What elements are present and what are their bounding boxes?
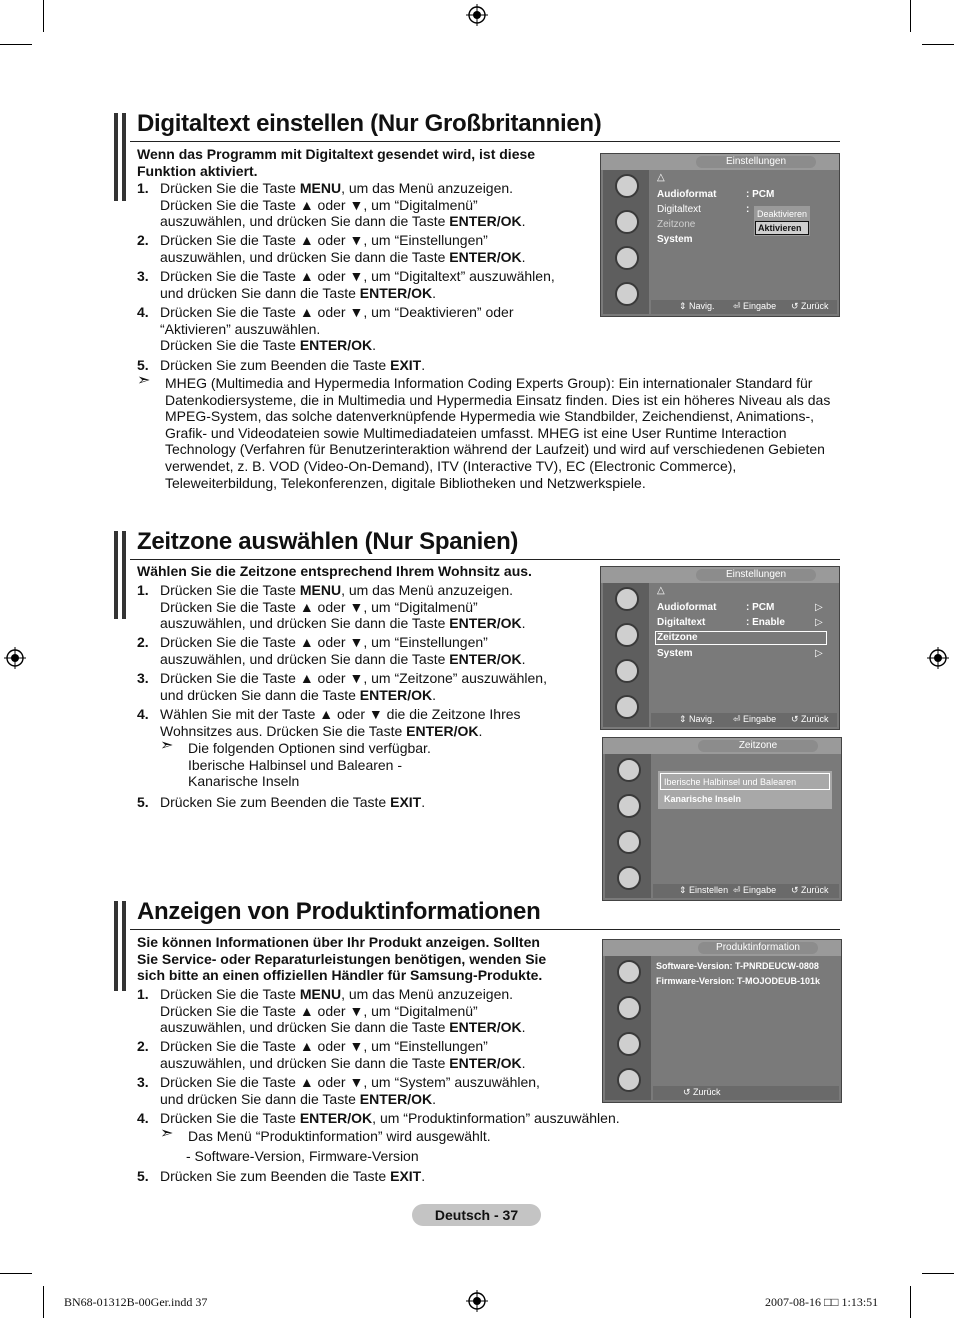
picture-icon (615, 587, 639, 611)
step-text: Drücken Sie die Taste ▲ oder ▼, um “Digitaltext” auszuwählen, und drücken Sie dann die Taste ENTER/OK. (160, 268, 555, 301)
section-marker (114, 113, 118, 201)
note-arrow-icon: ➣ (137, 372, 151, 389)
footer-filename: BN68-01312B-00Ger.indd 37 (64, 1295, 208, 1309)
osd-produktinformation: Produktinformation Software-Version: T-PNRDEUCW-0808 Firmware-Version: T-MOJODEUB-101k ↺ Zurück (602, 939, 842, 1103)
step-number: 2. (137, 634, 149, 650)
gear-icon (615, 659, 639, 683)
registration-mark-icon (466, 4, 488, 26)
osd-title: Einstellungen (696, 156, 816, 168)
step-text: Drücken Sie die Taste ▲ oder ▼, um “Einstellungen” auszuwählen, und drücken Sie dann die Taste ENTER/OK. (160, 634, 526, 667)
note-arrow-icon: ➣ (160, 737, 174, 754)
footer-timestamp: 2007-08-16 □□ 1:13:51 (765, 1295, 879, 1309)
section-intro: Wenn das Programm mit Digitaltext gesendet wird, ist diese Funktion aktiviert. (137, 146, 536, 179)
step-text: Drücken Sie die Taste ▲ oder ▼, um “System” auszuwählen, und drücken Sie dann die Taste ENTER/OK. (160, 1074, 540, 1107)
sound-icon (617, 794, 641, 818)
step-text: Drücken Sie zum Beenden die Taste EXIT. (160, 357, 426, 373)
step-number: 1. (137, 582, 149, 598)
osd-settings-zeitzone: Einstellungen △ Audioformat : PCM ▷ Digitaltext : Enable ▷ Zeitzone System ▷ ⇕ Navig. ⏎ Eingabe ↺ Zurück (600, 566, 840, 730)
page-number-badge: Deutsch - 37 (412, 1204, 541, 1226)
picture-icon (617, 758, 641, 782)
note-text: MHEG (Multimedia and Hypermedia Information Coding Experts Group): Ein internationaler Standard für Datenkodiersysteme, die in Multimedia und Hypermedia Einsatz finden. Dies ist ein höheres Niveau als das MPEG-System, das solche datenverknüpfende Hypermedia wie Standbilder, Zeichendienst, Animations-, Grafik- und Videodateien sowie Multimediadateien umfasst. MHEG ist eine User Runtime Interaction Technology (Verfahren für Benutzerinteraktion während der Laufzeit) und wird auf verschiedenen Gebieten verwendet, z. B. VOD (Video-On-Demand), ITV (Interactive TV), EC (Electronic Commerce), Teleweiterbildung, Telekonferenzen, digitale Bibliotheken und Netzwerkspiele. (165, 375, 831, 491)
step-number: 4. (137, 706, 149, 722)
section-rule (130, 141, 840, 142)
step-number: 1. (137, 180, 149, 196)
section-marker (114, 531, 118, 619)
sound-icon (615, 210, 639, 234)
registration-mark-icon (466, 1290, 488, 1312)
option-kanarische[interactable]: Kanarische Inseln (664, 794, 742, 804)
section-title: Anzeigen von Produktinformationen (137, 898, 541, 925)
input-icon (617, 866, 641, 890)
section-title: Digitaltext einstellen (Nur Großbritannien) (137, 110, 602, 137)
section-intro: Sie können Informationen über Ihr Produkt anzeigen. Sollten Sie Service- oder Reparaturleistungen benötigen, wenden Sie sich bitte an einen offiziellen Händler für Samsung-Produkte. (137, 934, 547, 983)
input-icon (617, 1068, 641, 1092)
step-number: 5. (137, 357, 149, 373)
input-icon (615, 695, 639, 719)
step-number: 2. (137, 232, 149, 248)
step-text: Drücken Sie die Taste ▲ oder ▼, um “Deaktivieren” oder “Aktivieren” auszuwählen. Drücken Sie die Taste ENTER/OK. (160, 304, 514, 353)
step-text: Drücken Sie die Taste MENU, um das Menü anzuzeigen. Drücken Sie die Taste ▲ oder ▼, um “Digitalmenü” auszuwählen, und drücken Sie dann die Taste ENTER/OK. (160, 986, 526, 1035)
gear-icon (617, 830, 641, 854)
step-number: 1. (137, 986, 149, 1002)
step-text: Drücken Sie die Taste ▲ oder ▼, um “Einstellungen” auszuwählen, und drücken Sie dann die Taste ENTER/OK. (160, 232, 526, 265)
picture-icon (615, 174, 639, 198)
step-number: 4. (137, 304, 149, 320)
step-number: 5. (137, 1168, 149, 1184)
gear-icon (615, 246, 639, 270)
option-deaktivieren[interactable]: Deaktivieren (757, 209, 808, 219)
step-number: 4. (137, 1110, 149, 1126)
osd-settings-digitaltext: Einstellungen △ Audioformat : PCM Digitaltext : Zeitzone System Deaktivieren Aktivieren ⇕ Navig. ⏎ Eingabe ↺ Zurück (600, 153, 840, 317)
step-number: 5. (137, 794, 149, 810)
step-text: Drücken Sie die Taste MENU, um das Menü anzuzeigen. Drücken Sie die Taste ▲ oder ▼, um “Digitalmenü” auszuwählen, und drücken Sie dann die Taste ENTER/OK. (160, 180, 526, 229)
option-aktivieren[interactable]: Aktivieren (758, 223, 802, 233)
gear-icon (617, 1032, 641, 1056)
note-arrow-icon: ➣ (160, 1125, 174, 1142)
step-number: 3. (137, 670, 149, 686)
step-text: Drücken Sie die Taste ▲ oder ▼, um “Zeitzone” auszuwählen, und drücken Sie dann die Taste ENTER/OK. (160, 670, 547, 703)
step-text: Drücken Sie zum Beenden die Taste EXIT. (160, 1168, 426, 1184)
step-text: Drücken Sie die Taste ▲ oder ▼, um “Einstellungen” auszuwählen, und drücken Sie dann die Taste ENTER/OK. (160, 1038, 526, 1071)
step-text: Drücken Sie die Taste ENTER/OK, um “Produktinformation” auszuwählen. (160, 1110, 620, 1126)
section-marker (122, 901, 126, 991)
menu-item-zeitzone[interactable]: Zeitzone (657, 632, 698, 643)
option-iberische[interactable]: Iberische Halbinsel und Balearen (664, 777, 797, 787)
sound-icon (615, 623, 639, 647)
section-marker (122, 531, 126, 619)
registration-mark-icon (927, 647, 949, 669)
step-text: Drücken Sie die Taste MENU, um das Menü anzuzeigen. Drücken Sie die Taste ▲ oder ▼, um “Digitalmenü” auszuwählen, und drücken Sie dann die Taste ENTER/OK. (160, 582, 526, 631)
sound-icon (617, 996, 641, 1020)
step-number: 3. (137, 268, 149, 284)
section-title: Zeitzone auswählen (Nur Spanien) (137, 528, 519, 555)
step-text: Wählen Sie mit der Taste ▲ oder ▼ die die Zeitzone Ihres Wohnsitzes aus. Drücken Sie die Taste ENTER/OK. (160, 706, 521, 739)
step-text: Drücken Sie zum Beenden die Taste EXIT. (160, 794, 426, 810)
section-intro: Wählen Sie die Zeitzone entsprechend Ihrem Wohnsitz aus. (137, 563, 532, 579)
step-number: 2. (137, 1038, 149, 1054)
picture-icon (617, 960, 641, 984)
step-number: 3. (137, 1074, 149, 1090)
section-marker (122, 113, 126, 201)
osd-zeitzone-options: Zeitzone Iberische Halbinsel und Balearen Kanarische Inseln ⇕ Einstellen ⏎ Eingabe ↺ Zurück (602, 737, 842, 901)
section-rule (130, 929, 840, 930)
section-marker (114, 901, 118, 991)
input-icon (615, 282, 639, 306)
section-rule (130, 559, 840, 560)
registration-mark-icon (4, 647, 26, 669)
